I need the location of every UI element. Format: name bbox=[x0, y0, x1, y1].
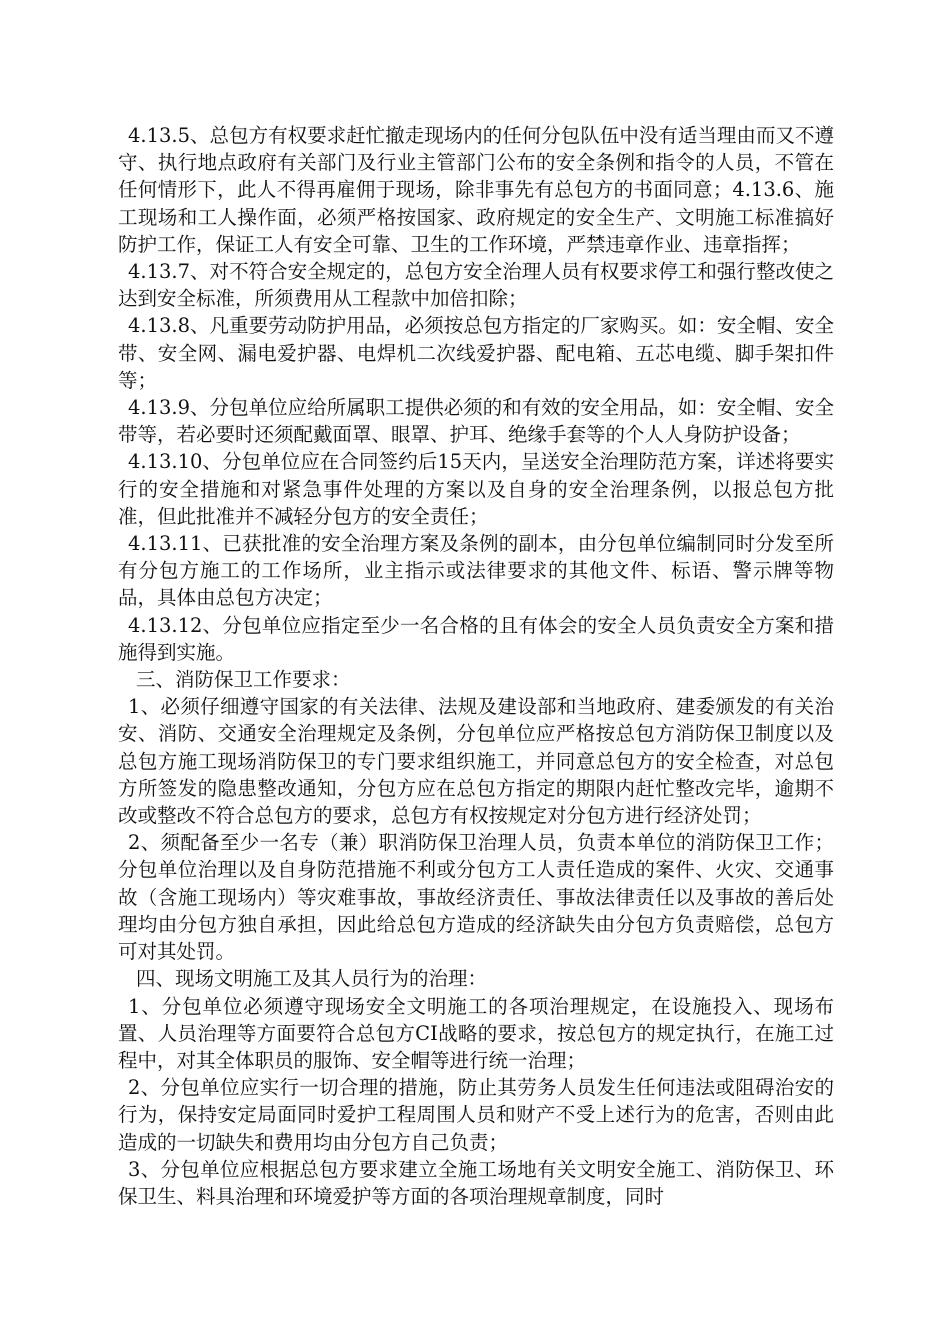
clause-4-13-9: 4.13.9、分包单位应给所属职工提供必须的和有效的安全用品，如：安全帽、安全带等，若必要时还须配戴面罩、眼罩、护耳、绝缘手套等的个人人身防护设备； bbox=[118, 396, 834, 447]
section-heading-fire-security: 三、消防保卫工作要求： bbox=[136, 668, 351, 692]
civilized-item-2: 2、分包单位应实行一切合理的措施，防止其劳务人员发生任何违法或阻碍治安的行为，保持安定局面同时爱护工程周围人员和财产不受上述行为的危害，否则由此造成的一切缺失和费用均由分包方自己负责； bbox=[118, 1076, 834, 1154]
clause-4-13-7: 4.13.7、对不符合安全规定的，总包方安全治理人员有权要求停工和强行整改使之达到安全标准，所须费用从工程款中加倍扣除； bbox=[118, 260, 834, 311]
clause-4-13-12: 4.13.12、分包单位应指定至少一名合格的且有体会的安全人员负责安全方案和措施得到实施。 bbox=[118, 613, 834, 664]
civilized-item-1: 1、分包单位必须遵守现场安全文明施工的各项治理规定，在设施投入、现场布置、人员治理等方面要符合总包方CI战略的要求，按总包方的规定执行，在施工过程中，对其全体职员的服饰、安全帽等进行统一治理； bbox=[118, 994, 834, 1072]
document-page bbox=[118, 122, 834, 1210]
clause-4-13-10: 4.13.10、分包单位应在合同签约后15天内，呈送安全治理防范方案，详述将要实行的安全措施和对紧急事件处理的方案以及自身的安全治理条例，以报总包方批准，但此批准并不减轻分包方的安全责任； bbox=[118, 450, 834, 528]
fire-security-item-1: 1、必须仔细遵守国家的有关法律、法规及建设部和当地政府、建委颁发的有关治安、消防、交通安全治理规定及条例，分包单位应严格按总包方消防保卫制度以及总包方施工现场消防保卫的专门要求组织施工，并同意总包方的安全检查，对总包方所签发的隐患整改通知，分包方应在总包方指定的期限内赶忙整改完毕，逾期不改或整改不符合总包方的要求，总包方有权按规定对分包方进行经济处罚； bbox=[118, 695, 834, 828]
fire-security-item-2: 2、须配备至少一名专（兼）职消防保卫治理人员，负责本单位的消防保卫工作；分包单位治理以及自身防范措施不利或分包方工人责任造成的案件、火灾、交通事故（含施工现场内）等灾难事故，事故经济责任、事故法律责任以及事故的善后处理均由分包方独自承担，因此给总包方造成的经济缺失由分包方负责赔偿，总包方可对其处罚。 bbox=[118, 831, 834, 964]
clause-4-13-11: 4.13.11、已获批准的安全治理方案及条例的副本，由分包单位编制同时分发至所有分包方施工的工作场所，业主指示或法律要求的其他文件、标语、警示牌等物品，具体由总包方决定； bbox=[118, 532, 834, 610]
clause-4-13-5: 4.13.5、总包方有权要求赶忙撤走现场内的任何分包队伍中没有适当理由而又不遵守、执行地点政府有关部门及行业主管部门公布的安全条例和指令的人员，不管在任何情形下，此人不得再雇佣于现场，除非事先有总包方的书面同意；4.13.6、施工现场和工人操作面，必须严格按国家、政府规定的安全生产、文明施工标准搞好防护工作，保证工人有安全可靠、卫生的工作环境，严禁违章作业、违章指挥； bbox=[118, 124, 834, 256]
clause-4-13-8: 4.13.8、凡重要劳动防护用品，必须按总包方指定的厂家购买。如：安全帽、安全带、安全网、漏电爱护器、电焊机二次线爱护器、配电箱、五芯电缆、脚手架扣件等； bbox=[118, 314, 834, 392]
civilized-item-3: 3、分包单位应根据总包方要求建立全施工场地有关文明安全施工、消防保卫、环保卫生、料具治理和环境爱护等方面的各项治理规章制度，同时 bbox=[118, 1157, 834, 1208]
section-heading-civilized-construction: 四、现场文明施工及其人员行为的治理： bbox=[136, 967, 488, 991]
